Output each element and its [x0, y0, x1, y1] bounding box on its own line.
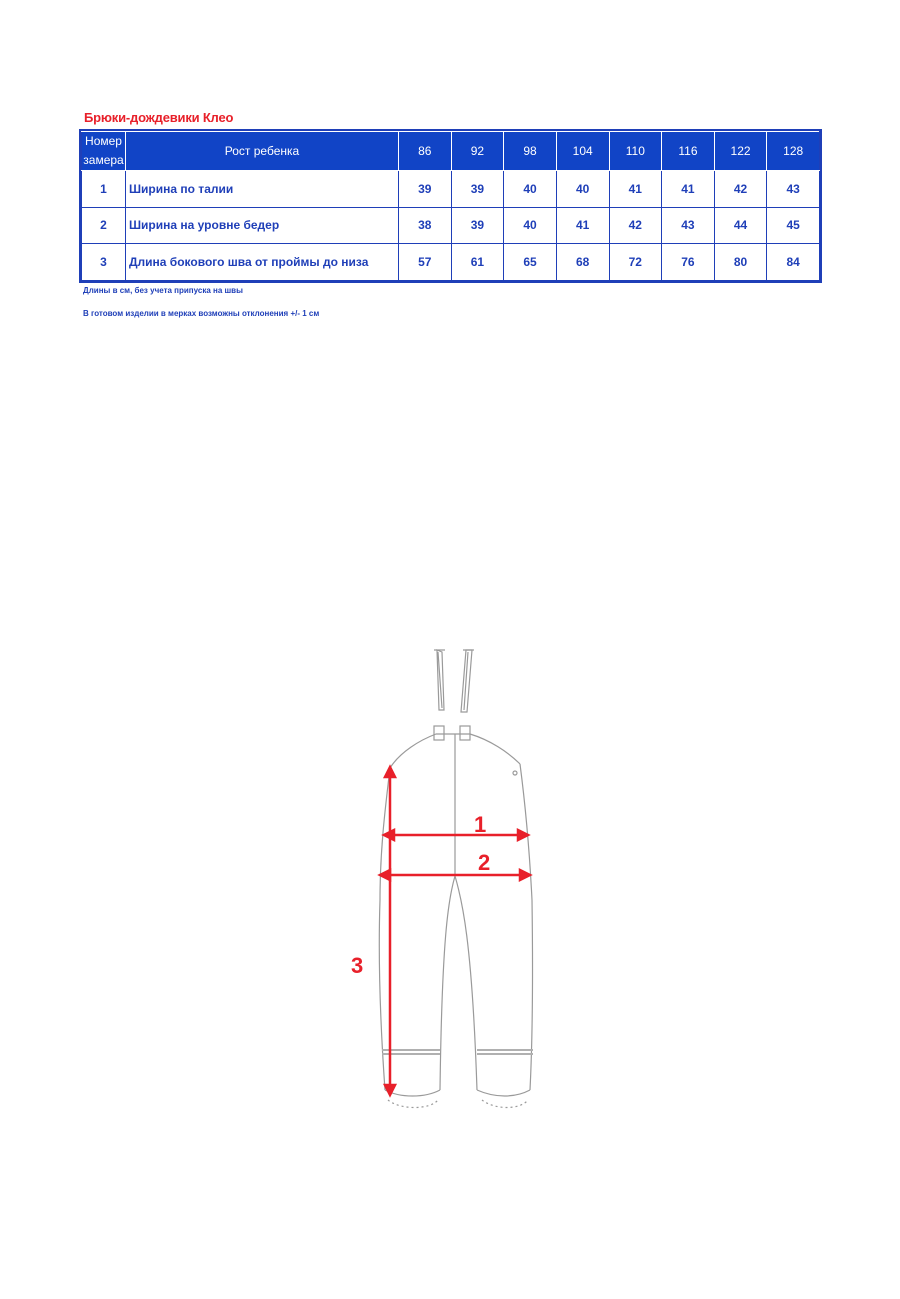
note-tolerance: В готовом изделии в мерках возможны отклонения +/- 1 см [83, 309, 320, 318]
table-header-row [82, 132, 820, 171]
row-value: 42 [609, 207, 662, 244]
table-row [82, 171, 820, 208]
row-value: 65 [504, 244, 557, 281]
row-value: 43 [767, 171, 820, 208]
row-value: 84 [767, 244, 820, 281]
row-value: 41 [556, 207, 609, 244]
row-value: 45 [767, 207, 820, 244]
row-value: 39 [399, 171, 452, 208]
header-size: 86 [399, 132, 452, 171]
header-size: 128 [767, 132, 820, 171]
header-size: 98 [504, 132, 557, 171]
row-measure-name: Длина бокового шва от проймы до низа [126, 244, 399, 281]
row-value: 42 [714, 171, 767, 208]
row-value: 44 [714, 207, 767, 244]
row-value: 39 [451, 171, 504, 208]
row-number: 1 [82, 171, 126, 208]
row-value: 41 [609, 171, 662, 208]
header-size: 116 [662, 132, 715, 171]
size-table [81, 131, 820, 281]
note-units: Длины в см, без учета припуска на швы [83, 286, 243, 295]
row-value: 39 [451, 207, 504, 244]
row-value: 61 [451, 244, 504, 281]
header-number-line1: Номер [85, 134, 122, 148]
row-measure-name: Ширина по талии [126, 171, 399, 208]
row-value: 38 [399, 207, 452, 244]
page-title: Брюки-дождевики Клео [84, 110, 234, 125]
row-value: 40 [504, 171, 557, 208]
row-value: 43 [662, 207, 715, 244]
overalls-diagram [330, 640, 570, 1120]
measure-label-3: 3 [351, 953, 364, 978]
header-size: 110 [609, 132, 662, 171]
measure-label-2: 2 [478, 850, 491, 875]
row-number: 2 [82, 207, 126, 244]
table-row [82, 244, 820, 281]
table-row [82, 207, 820, 244]
row-value: 57 [399, 244, 452, 281]
header-size: 104 [556, 132, 609, 171]
row-value: 40 [504, 207, 557, 244]
row-value: 76 [662, 244, 715, 281]
header-size: 122 [714, 132, 767, 171]
row-measure-name: Ширина на уровне бедер [126, 207, 399, 244]
header-number-line2: замера [83, 153, 124, 167]
row-value: 40 [556, 171, 609, 208]
header-size: 92 [451, 132, 504, 171]
row-number: 3 [82, 244, 126, 281]
row-value: 41 [662, 171, 715, 208]
header-measure-number [82, 132, 126, 171]
garment-outline [379, 650, 533, 1108]
header-child-height: Рост ребенка [126, 132, 399, 171]
row-value: 68 [556, 244, 609, 281]
measure-label-1: 1 [474, 812, 487, 837]
row-value: 72 [609, 244, 662, 281]
row-value: 80 [714, 244, 767, 281]
